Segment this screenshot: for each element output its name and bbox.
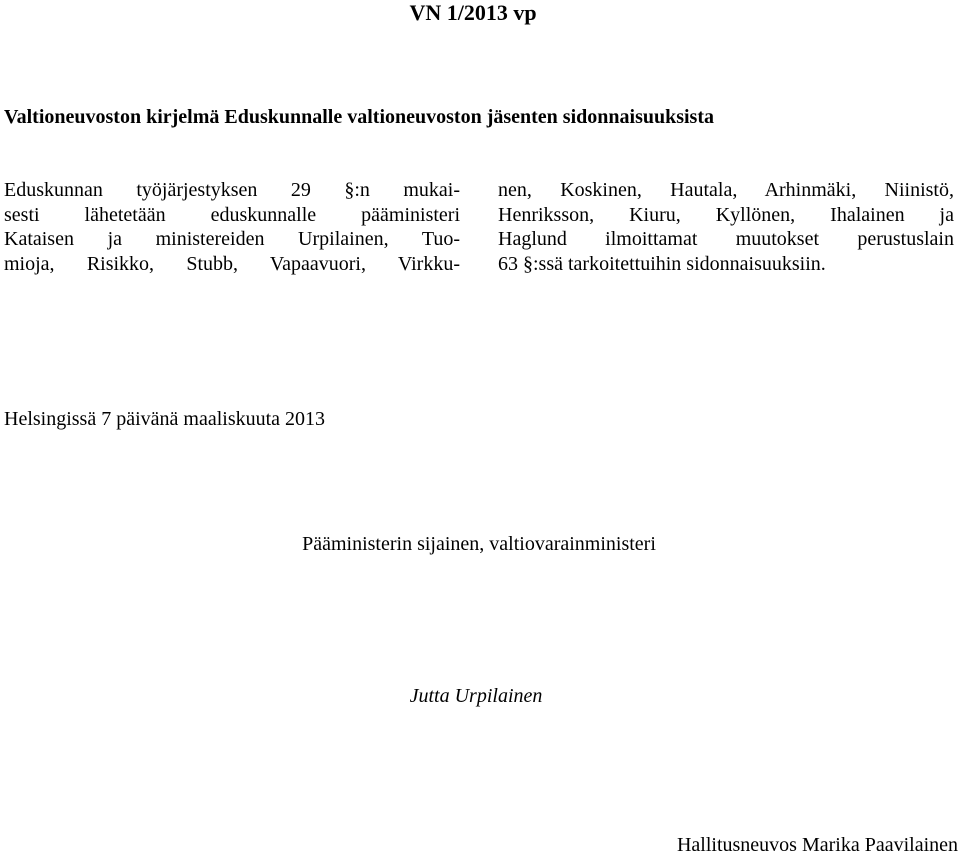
body-column-left <box>4 178 460 277</box>
body-column-right <box>498 178 954 277</box>
place-and-date: Helsingissä 7 päivänä maaliskuuta 2013 <box>4 408 326 430</box>
document-title: Valtioneuvoston kirjelmä Eduskunnalle valtioneuvoston jäsenten sidonnaisuuksista <box>4 106 714 128</box>
body-line: Eduskunnan työjärjestyksen 29 §:n mukai- <box>4 179 460 201</box>
body-line: mioja, Risikko, Stubb, Vapaavuori, Virkku- <box>4 253 460 276</box>
body-line: sesti lähetetään eduskunnalle pääministeri <box>4 203 460 226</box>
document-id: VN 1/2013 vp <box>409 0 537 25</box>
body-line: 63 §:ssä tarkoitettuihin sidonnaisuuksiin. <box>498 253 826 276</box>
signer-title: Pääministerin sijainen, valtiovarainministeri <box>302 533 656 555</box>
body-line: Kataisen ja ministereiden Urpilainen, Tuo- <box>4 228 460 251</box>
body-line: nen, Koskinen, Hautala, Arhinmäki, Niinistö, <box>498 179 954 201</box>
body-line: Haglund ilmoittamat muutokset perustuslain <box>498 228 954 251</box>
signer-name: Jutta Urpilainen <box>409 685 543 707</box>
body-line: Henriksson, Kiuru, Kyllönen, Ihalainen ja <box>498 203 954 226</box>
countersignature: Hallitusneuvos Marika Paavilainen <box>676 834 958 856</box>
